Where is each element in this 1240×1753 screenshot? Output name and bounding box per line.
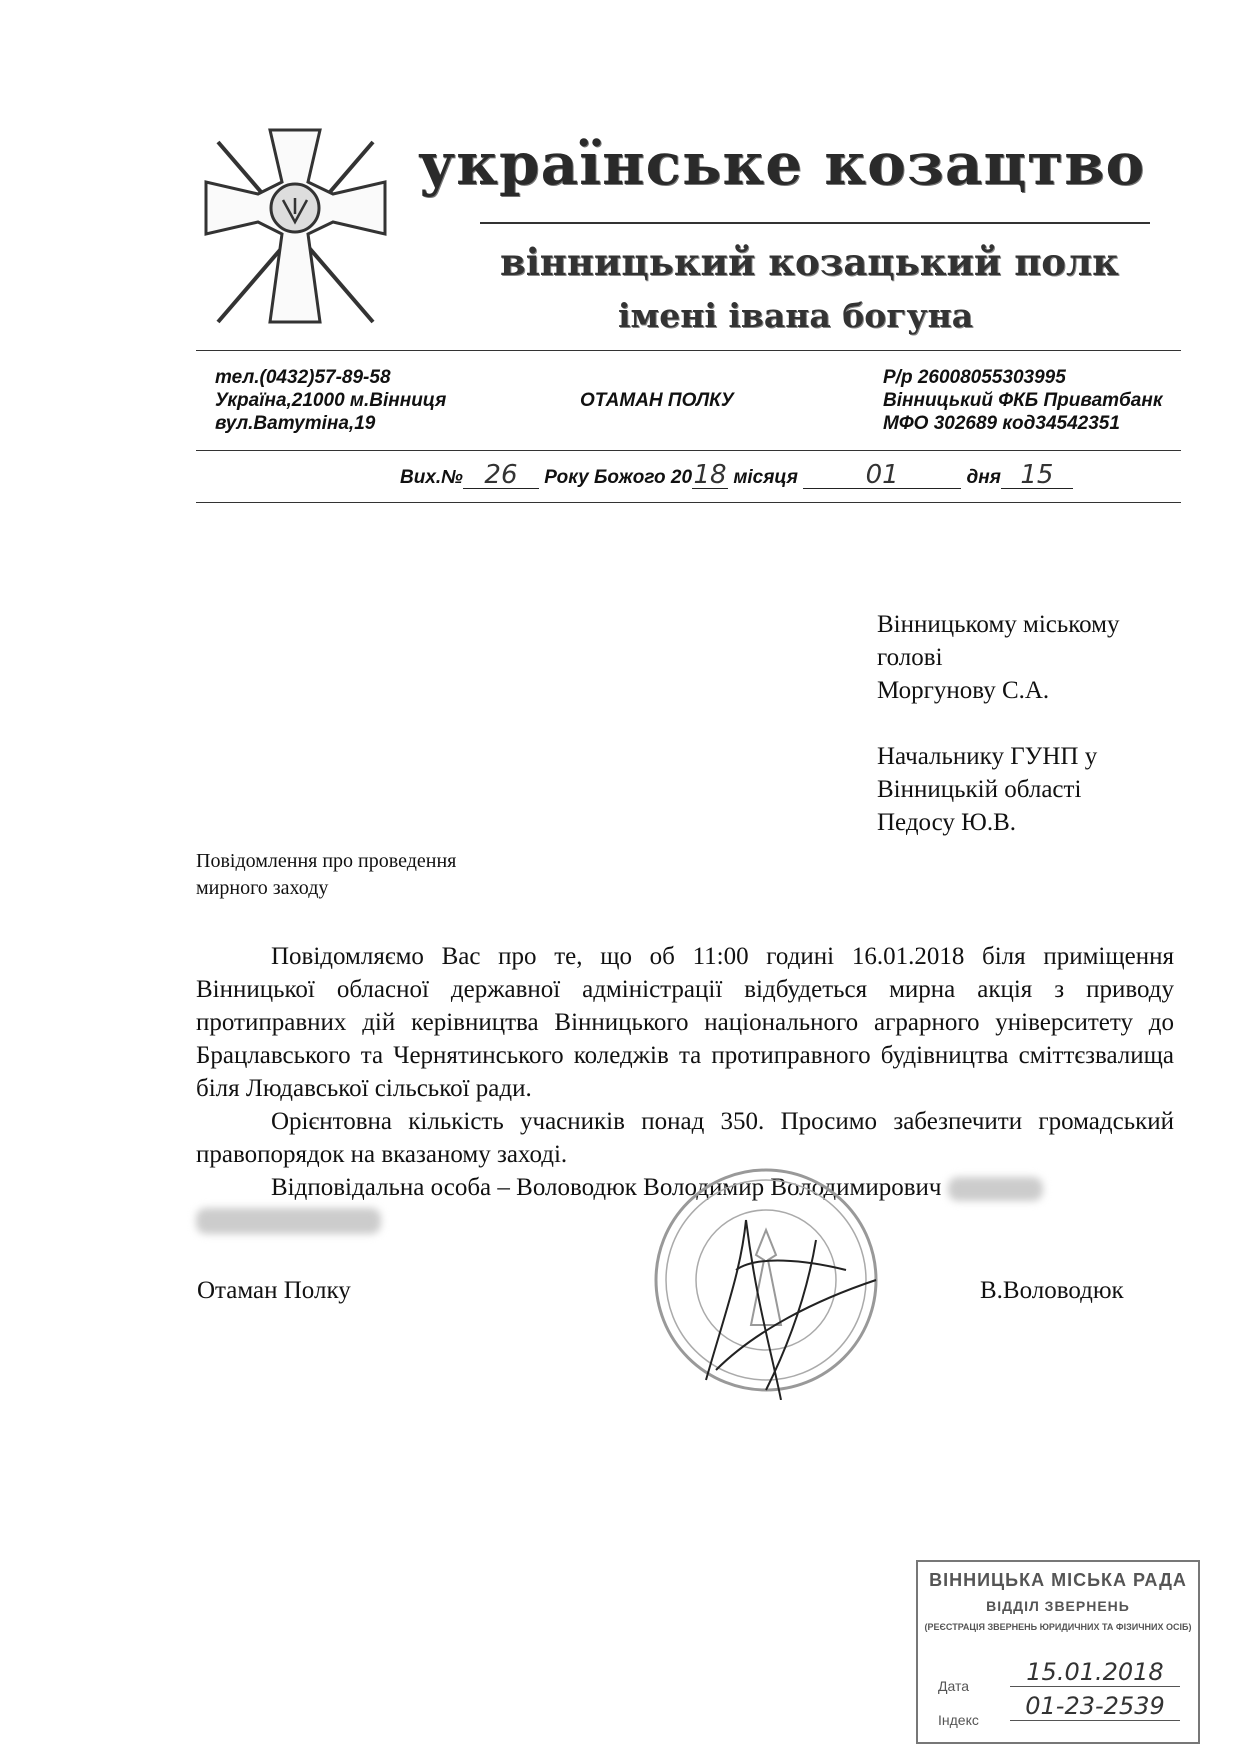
day-value: 15	[1001, 462, 1073, 489]
cossack-cross-emblem-icon	[198, 122, 393, 332]
org-title: українське козацтво	[418, 130, 1146, 198]
header-rule-top	[196, 350, 1181, 351]
signatory-title: Отаман Полку	[197, 1277, 351, 1304]
addressee-line: Моргунову С.А.	[877, 677, 1050, 704]
addressee-spacer	[877, 707, 1197, 740]
stamp-date-value: 15.01.2018	[1010, 1658, 1180, 1687]
org-subtitle: вінницький козацький полк	[500, 240, 1119, 284]
stamp-organization: ВІННИЦЬКА МІСЬКА РАДА	[929, 1570, 1187, 1590]
outgoing-number-line	[400, 462, 1120, 489]
stamp-department: ВІДДІЛ ЗВЕРНЕНЬ	[986, 1598, 1130, 1614]
header-center-title: ОТАМАН ПОЛКУ	[580, 390, 734, 411]
header-rule-middle	[196, 450, 1181, 451]
subject-line: Повідомлення про проведення	[196, 850, 457, 872]
addressee-line: голові	[877, 644, 943, 671]
year-value: 18	[693, 460, 727, 490]
subject	[196, 848, 576, 902]
addressee-line: Педосу Ю.В.	[877, 809, 1017, 836]
outgoing-no-label: Вих.№	[400, 467, 463, 488]
addressee-line: Вінницькій області	[877, 776, 1082, 803]
body-paragraph: Орієнтовна кількість учасників понад 350. Просимо забезпечити громадський правопорядок на вказаному заході.	[196, 1108, 1174, 1168]
bank-codes: МФО 302689 код34542351	[883, 413, 1120, 434]
addressee-line: Начальнику ГУНП у	[877, 743, 1098, 770]
registration-stamp	[916, 1560, 1200, 1744]
phone: тел.(0432)57-89-58	[215, 367, 391, 388]
addressee-line: Вінницькому міському	[877, 611, 1120, 638]
stamp-note: (РЕЄСТРАЦІЯ ЗВЕРНЕНЬ ЮРИДИЧНИХ ТА ФІЗИЧНИХ ОСІБ)	[924, 1622, 1192, 1632]
title-divider	[480, 222, 1150, 224]
city: Україна,21000 м.Вінниця	[215, 390, 447, 411]
redacted-phone	[948, 1177, 1043, 1201]
stamp-date-label: Дата	[938, 1678, 970, 1694]
street: вул.Ватутіна,19	[215, 413, 376, 434]
bank-name: Вінницький ФКБ Приватбанк	[883, 390, 1163, 411]
redacted-contact	[196, 1208, 381, 1234]
responsible-person: Відповідальна особа – Воловодюк Володимир Володимирович	[271, 1174, 942, 1201]
addressee-block	[877, 608, 1197, 839]
header-rule-bottom	[196, 502, 1181, 503]
bank-account: Р/р 26008055303995	[883, 367, 1066, 388]
outgoing-no-value: 26	[463, 462, 539, 489]
org-subtitle-name: імені івана богуна	[618, 296, 974, 335]
day-label: дня	[966, 467, 1001, 488]
year-label: Року Божого 20	[544, 467, 693, 488]
body-paragraph: Повідомляємо Вас про те, що об 11:00 годині 16.01.2018 біля приміщення Вінницької обласної державної адміністрації відбудеться мирна акція з приводу протиправних дій керівництва Вінницького національного аграрного університету до Брацлавського та Чернятинського коледжів та протиправного будівництва сміттєзвалища біля Людавської сільської ради.	[196, 943, 1174, 1102]
stamp-index-value: 01-23-2539	[1010, 1692, 1180, 1721]
subject-line: мирного заходу	[196, 877, 329, 899]
month-value: 01	[803, 462, 961, 489]
month-label: місяця	[733, 467, 798, 488]
contact-right	[883, 366, 1162, 435]
signatory-name: В.Воловодюк	[980, 1277, 1124, 1304]
stamp-index-label: Індекс	[938, 1712, 979, 1728]
official-seal-icon	[646, 1160, 886, 1400]
contact-left	[215, 366, 446, 435]
